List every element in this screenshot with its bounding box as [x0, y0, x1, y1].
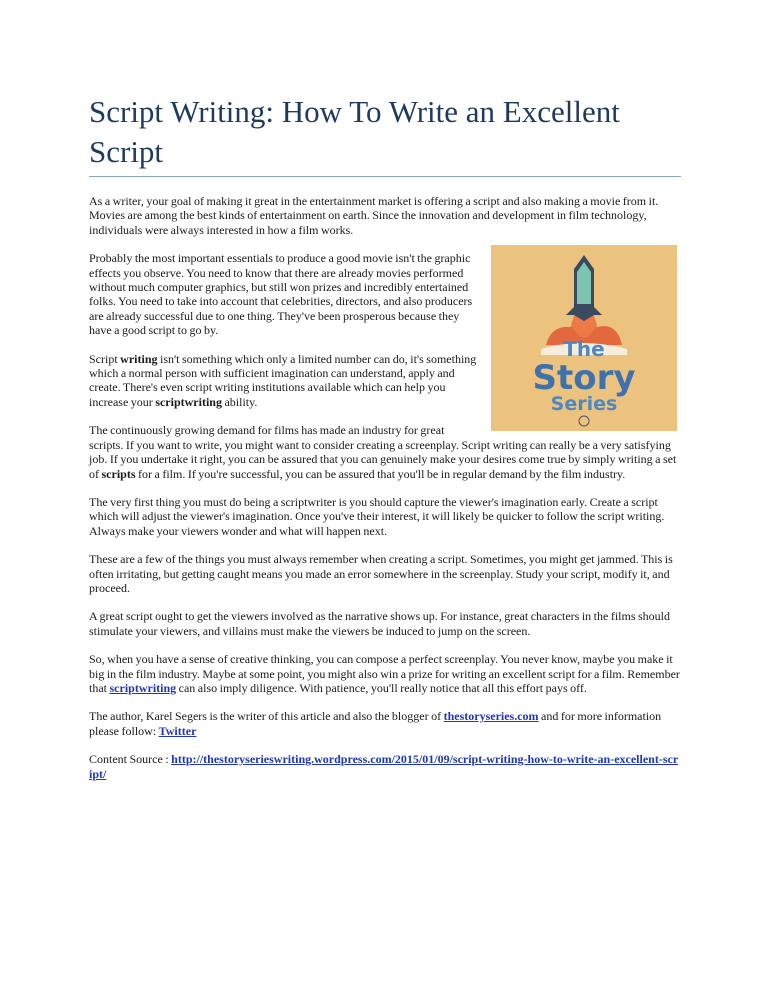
logo-text-the: The	[563, 337, 605, 362]
paragraph-text: ability.	[221, 394, 258, 409]
paragraph-text: Content Source :	[89, 752, 172, 767]
paragraph-author	[89, 709, 681, 738]
paragraph-text: The continuously growing demand for films has made an industry for great scripts. If you want to write, you might want to consider creating a screenplay. Script writing can really be a very satisfying job. If you undertake it right, you can be assured that you can genuinely make your desires come true by simply writing a set of	[89, 423, 677, 481]
page-title: Script Writing: How To Write an Excellent Script	[89, 94, 620, 169]
paragraph-intro	[89, 194, 681, 237]
title-divider	[89, 176, 681, 177]
paragraph-text: So, when you have a sense of creative thinking, you can compose a perfect screenplay. You never know, maybe you make it big in the film industry. Maybe at some point, you might also win a prize for writing an excellent script for a film. Remember that	[89, 652, 680, 695]
logo-text-series: Series	[550, 393, 618, 416]
paragraph-text: can also imply diligence. With patience, you'll really notice that all this effort pays off.	[176, 680, 587, 695]
paragraph-text: for a film. If you're successful, you can be assured that you'll be in regular demand by the film industry.	[135, 466, 626, 481]
paragraph-text: As a writer, your goal of making it great in the entertainment market is offering a script and also making a movie from it. Movies are among the best kinds of entertainment on earth. Since the innovation and development in film technology, individuals were always interested in how a film works.	[89, 194, 659, 237]
paragraph-text: These are a few of the things you must always remember when creating a script. Sometimes, you might get jammed. This is often irritating, but getting caught means you made an error somewhere in the screenplay. Study your script, modify it, and proceed.	[89, 552, 673, 595]
thestoryseries-link[interactable]: thestoryseries.com	[443, 709, 539, 724]
scriptwriting-link[interactable]: scriptwriting	[109, 680, 177, 695]
story-series-logo-image	[491, 245, 677, 431]
document-page	[89, 92, 681, 795]
paragraph-text: isn't something which only a limited number can do, it's something which a normal person with sufficient imagination can understand, apply and create. There's even script writing institutions available which can help you increase your	[89, 351, 477, 409]
logo-text-story: Story	[532, 358, 636, 399]
paragraph-text: Script	[89, 351, 121, 366]
paragraph-text: and for more information please follow:	[89, 709, 662, 738]
paragraph-great-script	[89, 609, 681, 638]
bold-keyword: scriptwriting	[155, 394, 222, 409]
paragraph-text: The author, Karel Segers is the writer of this article and also the blogger of	[89, 709, 444, 724]
paragraph-content-source	[89, 752, 681, 781]
bold-keyword: scripts	[101, 466, 136, 481]
content-source-link[interactable]: http://thestoryserieswriting.wordpress.com/2015/01/09/script-writing-how-to-write-an-excellent-script/	[89, 752, 679, 781]
paragraph-first-thing	[89, 495, 681, 538]
paragraph-demand	[89, 423, 681, 481]
paragraph-text: The very first thing you must do being a scriptwriter is you should capture the viewer's imagination early. Create a script which will adjust the viewer's imagination. Once you've their interest, it will likely be quicker to follow the script writing. Always make your viewers wonder and what will happen next.	[89, 494, 665, 538]
paragraph-remember	[89, 552, 681, 595]
paragraph-text: Probably the most important essentials to produce a good movie isn't the graphic effects you observe. You need to know that there are already movies performed without much computer graphics, but still won prizes and incredibly entertained folks. You need to take into account that celebrities, directors, and also producers are already successful due to one thing. They've been prosperous because they have a good script to go by.	[89, 251, 473, 338]
bold-keyword: writing	[120, 351, 158, 366]
paragraph-creative	[89, 652, 681, 695]
paragraph-text: A great script ought to get the viewers involved as the narrative shows up. For instance, great characters in the films should stimulate your viewers, and villains must make the viewers be induced to jump on the screen.	[89, 609, 671, 638]
twitter-link[interactable]: Twitter	[158, 723, 197, 738]
